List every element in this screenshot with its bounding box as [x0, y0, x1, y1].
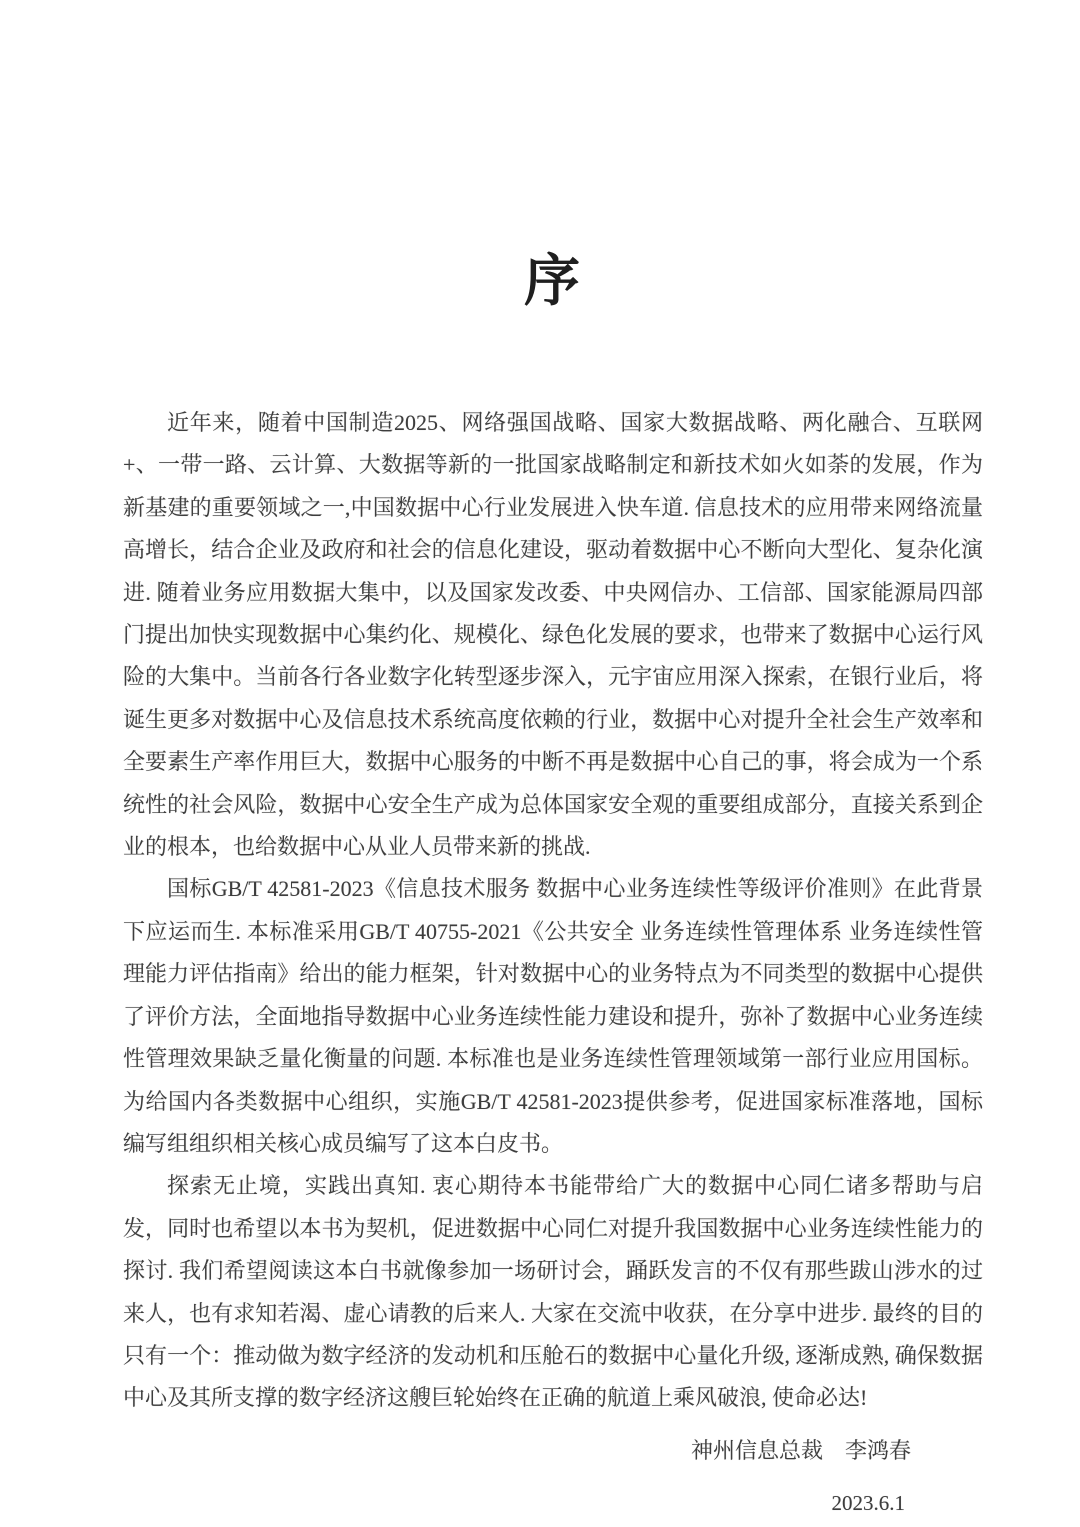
paragraph-3: 探索无止境，实践出真知. 衷心期待本书能带给广大的数据中心同仁诸多帮助与启发，同时也希望以本书为契机，促进数据中心同仁对提升我国数据中心业务连续性能力的探讨. 我们希望阅读这本白书就像参加一场研讨会，踊跃发言的不仅有那些跋山涉水的过来人，也有求知若渴、虚心请教的后来人. 大家在交流中收获，在分享中进步. 最终的目的只有一个：推动做为数字经济的发动机和压舱石的数据中心量化升级, 逐渐成熟, 确保数据中心及其所支撑的数字经济这艘巨轮始终在正确的航道上乘风破浪, 使命必达!	[123, 1173, 983, 1411]
paragraph-1: 近年来，随着中国制造2025、网络强国战略、国家大数据战略、两化融合、互联网+、一带一路、云计算、大数据等新的一批国家战略制定和新技术如火如荼的发展，作为新基建的重要领域之一,中国数据中心行业发展进入快车道. 信息技术的应用带来网络流量高增长，结合企业及政府和社会的信息化建设，驱动着数据中心不断向大型化、复杂化演进. 随着业务应用数据大集中，以及国家发改委、中央网信办、工信部、国家能源局四部门提出加快实现数据中心集约化、规模化、绿色化发展的要求，也带来了数据中心运行风险的大集中。当前各行各业数字化转型逐步深入，元宇宙应用深入探索，在银行业后，将诞生更多对数据中心及信息技术系统高度依赖的行业，数据中心对提升全社会生产效率和全要素生产率作用巨大，数据中心服务的中断不再是数据中心自己的事，将会成为一个系统性的社会风险，数据中心安全生产成为总体国家安全观的重要组成部分，直接关系到企业的根本，也给数据中心从业人员带来新的挑战.	[123, 410, 983, 860]
preface-text	[123, 402, 983, 1420]
signature-date: 2023.6.1	[831, 1490, 905, 1515]
signature-line: 神州信息总裁 李鸿春	[690, 1437, 911, 1463]
document-body	[123, 252, 983, 1516]
page-title: 序	[524, 251, 582, 313]
paragraph-2: 国标GB/T 42581-2023《信息技术服务 数据中心业务连续性等级评价准则》在此背景下应运而生. 本标准采用GB/T 40755-2021《公共安全 业务连续性管理体系 业务连续性管理能力评估指南》给出的能力框架，针对数据中心的业务特点为不同类型的数据中心提供了评价方法，全面地指导数据中心业务连续性能力建设和提升，弥补了数据中心业务连续性管理效果缺乏量化衡量的问题. 本标准也是业务连续性管理领域第一部行业应用国标。为给国内各类数据中心组织，实施GB/T 42581-2023提供参考，促进国家标准落地，国标编写组组织相关核心成员编写了这本白皮书。	[123, 876, 983, 1156]
